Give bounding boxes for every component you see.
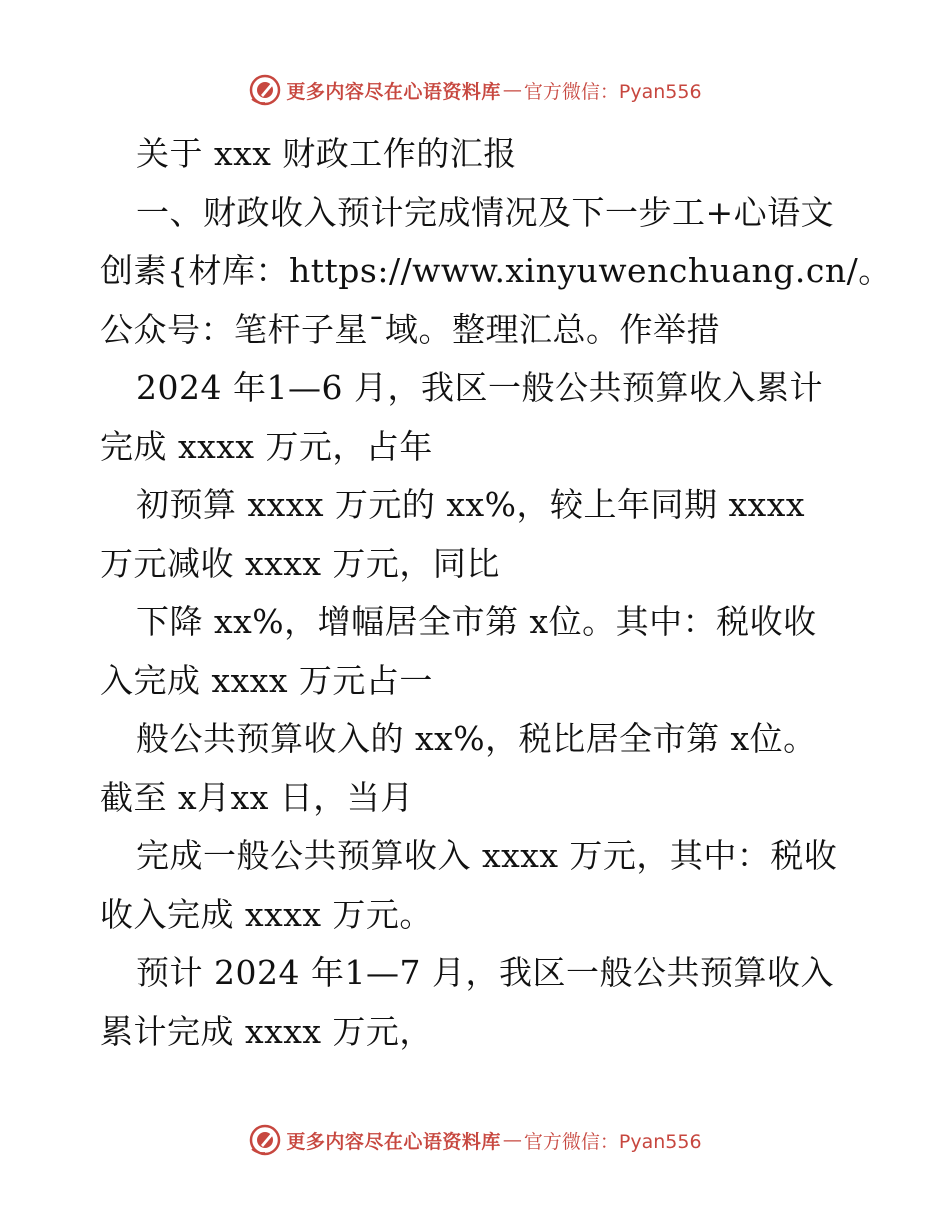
document-body <box>100 125 892 1061</box>
banner-title: 更多内容尽在心语资料库 <box>286 80 501 103</box>
brand-logo-icon <box>248 73 282 107</box>
doc-line: 2024 年1—6 月，我区一般公共预算收入累计 <box>136 368 823 407</box>
doc-line: 公众号：笔杆子星¯域。整理汇总。作举措 <box>100 309 720 349</box>
footer-banner <box>0 1120 950 1160</box>
doc-line: 完成 xxxx 万元，占年 <box>100 426 433 466</box>
doc-line: 预计 2024 年1—7 月，我区一般公共预算收入 <box>136 953 834 992</box>
doc-line: 截至 x月xx 日，当月 <box>100 777 414 817</box>
banner-wechat: 官方微信：Pyan556 <box>523 80 702 103</box>
banner-separator: — <box>502 1129 522 1151</box>
doc-line: 一、财政收入预计完成情况及下一步工+心语文 <box>136 192 835 232</box>
doc-line: 般公共预算收入的 xx%，税比居全市第 x位。 <box>136 719 817 758</box>
banner-separator: — <box>502 79 522 101</box>
doc-line: 完成一般公共预算收入 xxxx 万元，其中：税收 <box>136 836 838 875</box>
doc-line: 创素{材库：https://www.xinyuwenchuang.cn/。 <box>100 251 892 290</box>
banner-wechat: 官方微信：Pyan556 <box>523 1130 702 1153</box>
doc-line: 收入完成 xxxx 万元。 <box>100 894 433 934</box>
doc-line: 累计完成 xxxx 万元， <box>100 1011 433 1051</box>
doc-line: 下降 xx%，增幅居全市第 x位。其中：税收收 <box>136 602 817 641</box>
brand-logo-icon <box>248 1123 282 1157</box>
doc-line: 初预算 xxxx 万元的 xx%，较上年同期 xxxx <box>136 485 805 524</box>
doc-line: 入完成 xxxx 万元占一 <box>100 660 433 700</box>
banner-title: 更多内容尽在心语资料库 <box>286 1130 501 1153</box>
header-banner <box>0 70 950 110</box>
doc-title: 关于 xxx 财政工作的汇报 <box>136 134 517 173</box>
doc-line: 万元减收 xxxx 万元，同比 <box>100 543 500 583</box>
